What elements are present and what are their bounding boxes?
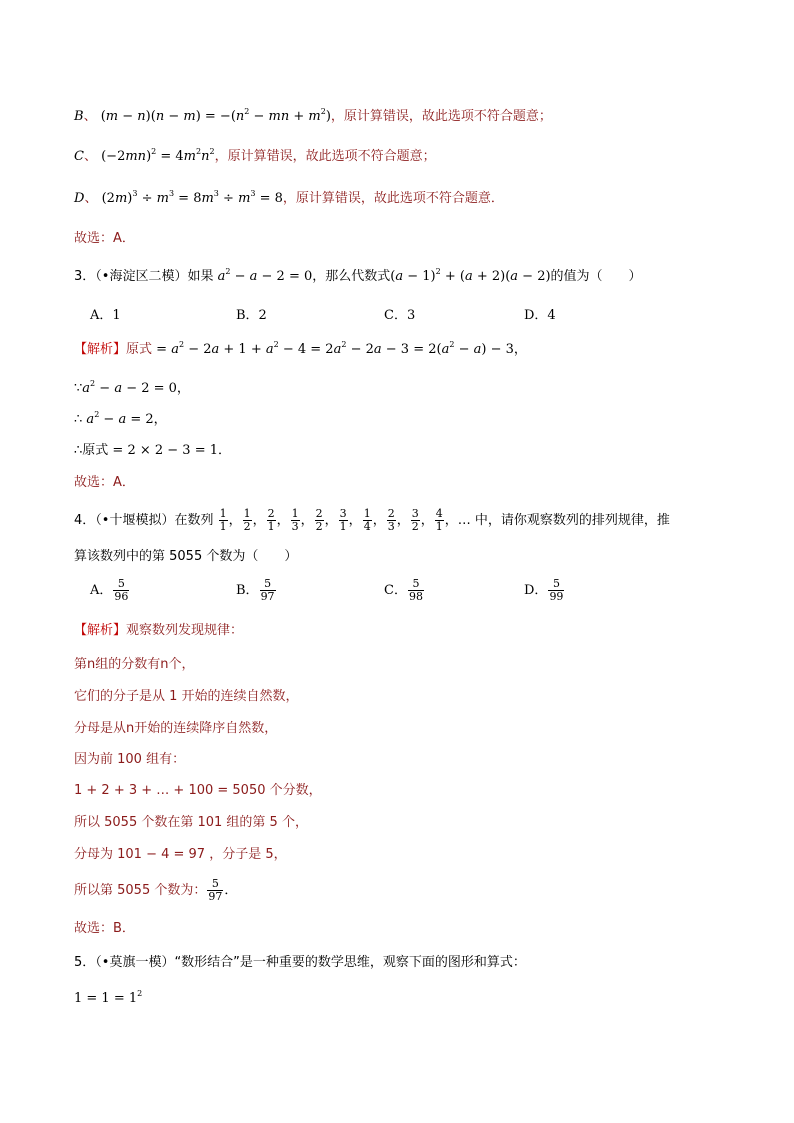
solution-4-step-6: 所以 5055 个数在第 101 组的第 5 个， <box>74 815 308 830</box>
option-c-explanation: C、 $(-2mn)^2 = 4m^2n^2$，原计算错误，故此选项不符合题意； <box>74 147 436 164</box>
q4-option-b: B． $\frac{5}{97}$ <box>236 577 275 603</box>
question-5: 5．（•莫旗一模）“数形结合”是一种重要的数学思维，观察下面的图形和算式： <box>74 955 526 970</box>
solution-4-step-8: 所以第 5055 个数为： $\frac{5}{97}$ ． <box>74 877 238 903</box>
question-3: 3．（•海淀区二模）如果 $a^2 - a - 2 = 0$，那么代数式$(a - 1)^2 + (a + 2)(a - 2)$的值为（ ） <box>74 267 642 284</box>
solution-4: 【解析】观察数列发现规律： <box>74 623 244 638</box>
answer-choice-1: 故选：A． <box>74 231 135 246</box>
solution-4-step-7: 分母为 101 − 4 = 97 ，分子是 5， <box>74 847 287 862</box>
solution-4-step-4: 因为前 100 组有： <box>74 752 186 767</box>
q3-option-d: D．4 <box>524 308 556 323</box>
question-4-line-2: 算该数列中的第 5055 个数为（ ） <box>74 549 298 564</box>
question-4: 4．（•十堰模拟）在数列 $\frac{1}{1}$ ， $\frac{1}{2}$ ， $\frac{2}{1}$ ， $\frac{1}{3}$ ， $\frac{2}{2}$ ， $\frac{3}{1}$ ， $\frac{1}{4}$ ， $\frac{2}{3}$ ， $\frac{3}{2}$ ， $\frac{4}{1}$ ，… 中，请你观察数列的排列规律，推 <box>74 507 670 533</box>
q3-option-a: A．1 <box>90 308 121 323</box>
q3-option-b: B．2 <box>236 308 267 323</box>
q4-option-a: A． $\frac{5}{96}$ <box>90 577 129 603</box>
solution-3: 【解析】原式 = $a^2 - 2a + 1 + a^2 - 4 = 2a^2 - 2a - 3 = 2(a^2 - a) - 3$， <box>74 340 527 357</box>
q3-option-c: C．3 <box>384 308 416 323</box>
solution-3-step-2: ∴ $a^2 - a = 2$， <box>74 410 167 427</box>
question-5-equation: $1 = 1 = 1^2$ <box>74 989 143 1006</box>
option-b-explanation: B、 $(m - n)(n - m) = -(n^2$ − mn + $m^2$)，原计算错误，故此选项不符合题意； <box>74 107 552 124</box>
solution-3-step-1: $\because a^2 - a - 2 = 0$， <box>74 379 190 396</box>
q4-option-c: C． $\frac{5}{98}$ <box>384 577 423 603</box>
solution-3-step-3: ∴原式 = 2 × 2 − 3 = 1． <box>74 443 231 458</box>
option-d-explanation: D、 $(2m)^3 \div m^3 = 8m^3 \div m^3 = 8$，原计算错误，故此选项不符合题意． <box>74 189 504 206</box>
q4-option-d: D． $\frac{5}{99}$ <box>524 577 564 603</box>
answer-choice-2: 故选：A． <box>74 475 135 490</box>
solution-4-step-1: 第n组的分数有n个， <box>74 657 195 672</box>
solution-4-step-2: 它们的分子是从 1 开始的连续自然数， <box>74 689 299 704</box>
answer-choice-3: 故选：B． <box>74 921 135 936</box>
solution-4-step-5: 1 + 2 + 3 + … + 100 = 5050 个分数， <box>74 783 322 798</box>
solution-4-step-3: 分母是从n开始的连续降序自然数， <box>74 721 278 736</box>
